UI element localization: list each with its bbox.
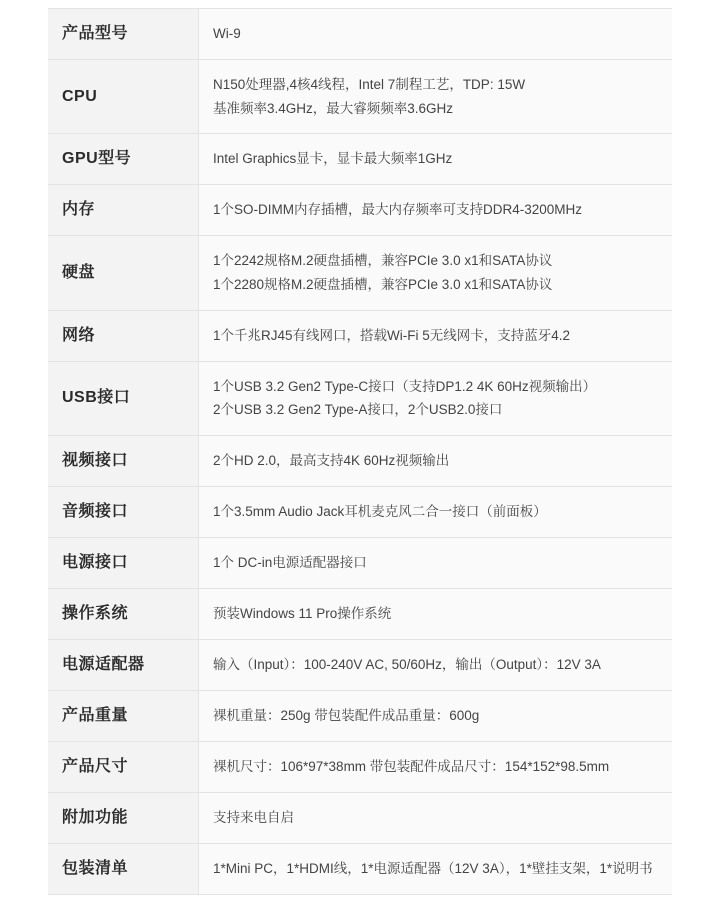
spec-label: 内存 (48, 185, 199, 236)
spec-label: 附加功能 (48, 792, 199, 843)
spec-label: 电源接口 (48, 537, 199, 588)
spec-value (199, 537, 673, 588)
spec-label: 硬盘 (48, 236, 199, 310)
table-row (48, 236, 672, 310)
spec-value-line: 2个HD 2.0，最高支持4K 60Hz视频输出 (213, 452, 450, 468)
spec-value-line: 2个USB 3.2 Gen2 Type-A接口，2个USB2.0接口 (213, 402, 503, 418)
spec-value-line: 输入（Input）：100-240V AC, 50/60Hz，输出（Output）：12V 3A (213, 656, 601, 672)
spec-value (199, 134, 673, 185)
spec-label: USB接口 (48, 361, 199, 435)
spec-value (199, 690, 673, 741)
spec-value (199, 60, 673, 134)
spec-label: CPU (48, 60, 199, 134)
spec-value-line: N150处理器,4核4线程，Intel 7制程工艺，TDP: 15W (213, 77, 526, 92)
spec-value-line: 预装Windows 11 Pro操作系统 (213, 605, 392, 621)
table-row (48, 9, 672, 60)
spec-label: 操作系统 (48, 588, 199, 639)
spec-value-line: 1个2242规格M.2硬盘插槽，兼容PCIe 3.0 x1和SATA协议 (213, 253, 553, 269)
table-row (48, 792, 672, 843)
spec-value-line: 裸机重量：250g 带包装配件成品重量：600g (213, 707, 480, 723)
spec-value (199, 741, 673, 792)
table-row (48, 537, 672, 588)
spec-label: 包装清单 (48, 843, 199, 894)
spec-label: GPU型号 (48, 134, 199, 185)
table-row (48, 588, 672, 639)
spec-table (48, 8, 672, 895)
spec-value (199, 236, 673, 310)
table-row (48, 185, 672, 236)
table-row (48, 639, 672, 690)
spec-value-line: 1个USB 3.2 Gen2 Type-C接口（支持DP1.2 4K 60Hz视频输出） (213, 378, 597, 394)
spec-value (199, 310, 673, 361)
spec-value (199, 486, 673, 537)
spec-value (199, 361, 673, 435)
spec-value (199, 639, 673, 690)
spec-table-body (48, 9, 672, 895)
table-row (48, 134, 672, 185)
table-row (48, 361, 672, 435)
spec-value (199, 185, 673, 236)
spec-label: 网络 (48, 310, 199, 361)
spec-label: 音频接口 (48, 486, 199, 537)
table-row (48, 435, 672, 486)
table-row (48, 741, 672, 792)
table-row (48, 486, 672, 537)
spec-value-line: Wi-9 (213, 26, 241, 42)
spec-label: 产品尺寸 (48, 741, 199, 792)
spec-value-line: 1个2280规格M.2硬盘插槽，兼容PCIe 3.0 x1和SATA协议 (213, 276, 553, 292)
spec-value-line: 1个千兆RJ45有线网口，搭载Wi-Fi 5无线网卡，支持蓝牙4.2 (213, 327, 571, 343)
spec-value (199, 435, 673, 486)
spec-label: 视频接口 (48, 435, 199, 486)
spec-label: 产品重量 (48, 690, 199, 741)
spec-value-line: 1个3.5mm Audio Jack耳机麦克风二合一接口（前面板） (213, 503, 547, 519)
spec-value-line: 支持来电自启 (213, 809, 294, 825)
spec-value-line: 基准频率3.4GHz，最大睿频频率3.6GHz (213, 100, 454, 116)
spec-value-line: Intel Graphics显卡，显卡最大频率1GHz (213, 151, 453, 167)
spec-value-line: 1个SO-DIMM内存插槽，最大内存频率可支持DDR4-3200MHz (213, 202, 583, 218)
table-row (48, 690, 672, 741)
spec-value (199, 9, 673, 60)
spec-value (199, 588, 673, 639)
spec-value (199, 843, 673, 894)
table-row (48, 60, 672, 134)
table-row (48, 310, 672, 361)
spec-label: 产品型号 (48, 9, 199, 60)
spec-value-line: 1个 DC-in电源适配器接口 (213, 554, 367, 570)
spec-label: 电源适配器 (48, 639, 199, 690)
spec-value-line: 1*Mini PC，1*HDMI线，1*电源适配器（12V 3A），1*壁挂支架，1*说明书 (213, 860, 653, 876)
table-row (48, 843, 672, 894)
spec-value-line: 裸机尺寸：106*97*38mm 带包装配件成品尺寸：154*152*98.5mm (213, 758, 610, 774)
spec-value (199, 792, 673, 843)
